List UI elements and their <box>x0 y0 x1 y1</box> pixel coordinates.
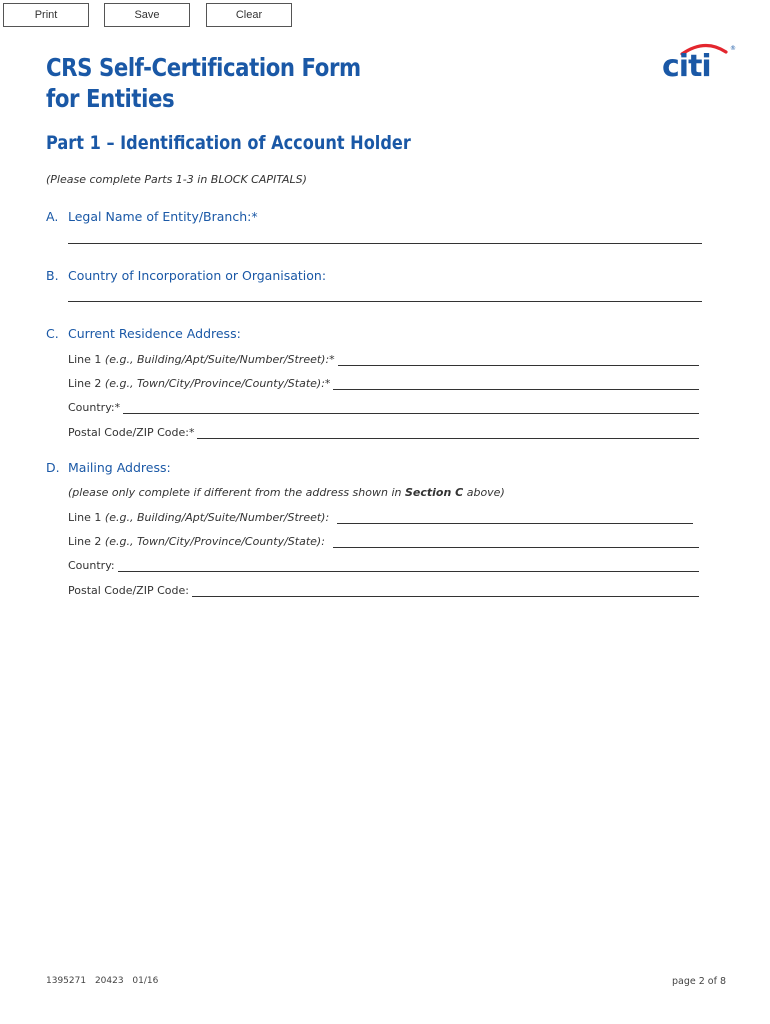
section-d-letter: D. <box>46 460 60 475</box>
section-a-label: Legal Name of Entity/Branch:* <box>68 209 258 224</box>
form-reference-code: 1395271 20423 01/16 <box>46 976 159 986</box>
mailing-address-note: (please only complete if different from the address shown in Section C above) <box>68 486 505 499</box>
page-number: page 2 of 8 <box>671 976 726 987</box>
section-c-heading <box>46 326 241 341</box>
mailing-country-field[interactable] <box>118 559 699 572</box>
section-c-label: Current Residence Address: <box>68 326 241 341</box>
section-b-label: Country of Incorporation or Organisation: <box>68 268 327 283</box>
mailing-postal-field[interactable] <box>192 584 699 597</box>
svg-text:®: ® <box>730 45 736 52</box>
section-a-letter: A. <box>46 209 59 224</box>
clear-button[interactable]: Clear <box>206 3 292 27</box>
mailing-line1-field[interactable] <box>337 511 693 524</box>
residence-line1-label: Line 1 (e.g., Building/Apt/Suite/Number/Street):* <box>68 353 335 366</box>
print-button[interactable]: Print <box>3 3 89 27</box>
residence-line2-row <box>68 375 699 390</box>
residence-line2-field[interactable] <box>333 377 699 390</box>
form-title-line2: for Entities <box>46 84 175 113</box>
residence-postal-label: Postal Code/ZIP Code:* <box>68 426 195 439</box>
mailing-line1-label: Line 1 (e.g., Building/Apt/Suite/Number/Street): <box>68 511 330 524</box>
section-d-label: Mailing Address: <box>68 460 171 475</box>
mailing-country-row <box>68 557 699 572</box>
mailing-postal-row <box>68 582 699 597</box>
residence-postal-row <box>68 424 699 439</box>
residence-country-field[interactable] <box>123 401 699 414</box>
mailing-line1-row <box>68 509 693 524</box>
section-a-heading <box>46 209 258 224</box>
part1-heading: Part 1 – Identification of Account Holder <box>46 132 411 154</box>
residence-postal-field[interactable] <box>197 426 699 439</box>
section-c-letter: C. <box>46 326 59 341</box>
mailing-line2-field[interactable] <box>333 535 699 548</box>
logo-text: citi <box>662 49 711 80</box>
save-button[interactable]: Save <box>104 3 190 27</box>
country-of-incorporation-field[interactable] <box>68 301 702 302</box>
mailing-postal-label: Postal Code/ZIP Code: <box>68 584 189 597</box>
section-d-heading <box>46 460 171 475</box>
residence-country-row <box>68 399 699 414</box>
section-b-heading <box>46 268 326 283</box>
form-title-line1: CRS Self-Certification Form <box>46 53 361 82</box>
citi-logo <box>660 40 740 80</box>
part1-instruction: (Please complete Parts 1-3 in BLOCK CAPITALS) <box>46 173 307 186</box>
residence-country-label: Country:* <box>68 401 121 414</box>
form-title <box>46 52 361 114</box>
mailing-country-label: Country: <box>68 559 115 572</box>
residence-line1-field[interactable] <box>338 353 699 366</box>
residence-line2-label: Line 2 (e.g., Town/City/Province/County/State):* <box>68 377 331 390</box>
mailing-line2-label: Line 2 (e.g., Town/City/Province/County/State): <box>68 535 325 548</box>
legal-name-field[interactable] <box>68 243 702 244</box>
mailing-line2-row <box>68 533 699 548</box>
residence-line1-row <box>68 351 699 366</box>
section-b-letter: B. <box>46 268 59 283</box>
